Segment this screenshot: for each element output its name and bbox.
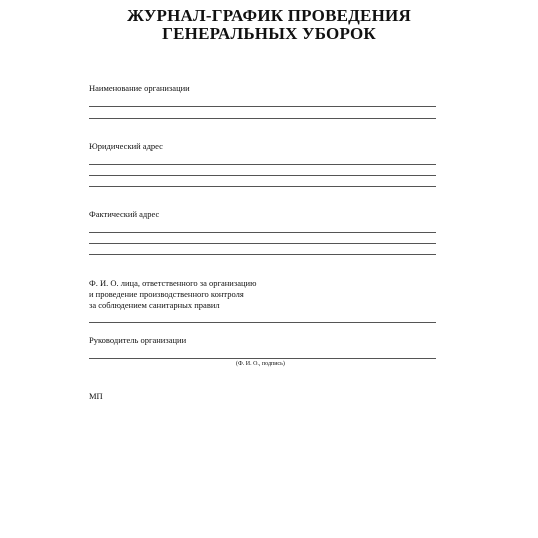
form-title-line-2: ГЕНЕРАЛЬНЫХ УБОРОК	[162, 24, 376, 43]
actual-address-line-3[interactable]	[89, 254, 436, 255]
organization-name-line-1[interactable]	[89, 106, 436, 107]
organization-name-line-2[interactable]	[89, 118, 436, 119]
legal-address-line-1[interactable]	[89, 164, 436, 165]
head-of-organization-signature-line[interactable]	[89, 358, 436, 359]
actual-address-label: Фактический адрес	[89, 209, 160, 219]
responsible-person-label-line-1: Ф. И. О. лица, ответственного за организацию	[89, 278, 257, 288]
organization-name-label: Наименование организации	[89, 83, 190, 93]
actual-address-line-2[interactable]	[89, 243, 436, 244]
legal-address-line-3[interactable]	[89, 186, 436, 187]
legal-address-label: Юридический адрес	[89, 141, 163, 151]
actual-address-line-1[interactable]	[89, 232, 436, 233]
head-of-organization-label: Руководитель организации	[89, 335, 187, 345]
form-title-line-1: ЖУРНАЛ-ГРАФИК ПРОВЕДЕНИЯ	[127, 6, 411, 25]
head-of-organization-caption: (Ф. И. О., подпись)	[236, 361, 285, 367]
responsible-person-label-line-2: и проведение производственного контроля	[89, 289, 244, 299]
stamp-place-label: МП	[89, 391, 103, 401]
legal-address-line-2[interactable]	[89, 175, 436, 176]
responsible-person-line[interactable]	[89, 322, 436, 323]
responsible-person-label-line-3: за соблюдением санитарных правил	[89, 300, 220, 310]
